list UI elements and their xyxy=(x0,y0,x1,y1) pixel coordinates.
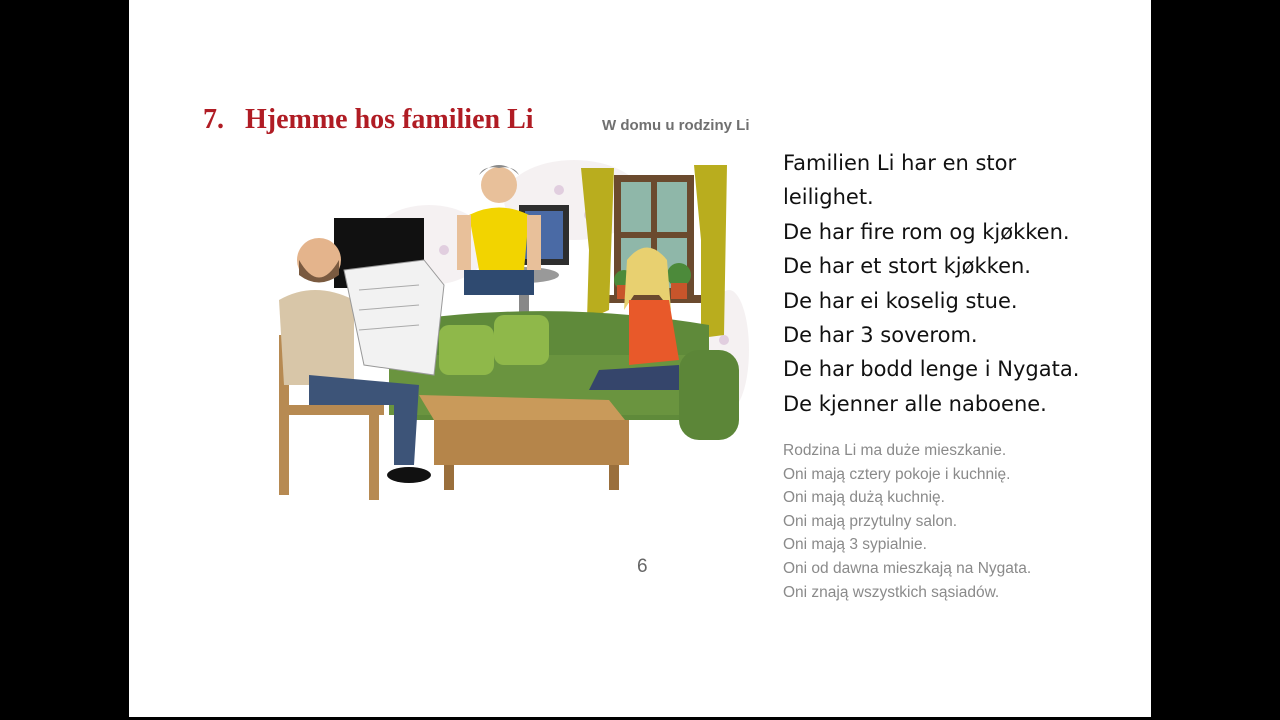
norwegian-line: De har ei koselig stue. xyxy=(783,288,1018,313)
section-number: 7. xyxy=(203,104,224,135)
norwegian-line: De har et stort kjøkken. xyxy=(783,254,1031,279)
curtain-left xyxy=(581,168,614,320)
norwegian-line: De kjenner alle naboene. xyxy=(783,391,1047,416)
polish-line: Oni mają przytulny salon. xyxy=(783,512,958,530)
polish-translation xyxy=(783,439,1103,604)
polish-line: Oni mają cztery pokoje i kuchnię. xyxy=(783,465,1011,483)
coffee-table xyxy=(419,395,629,490)
norwegian-line: Familien Li har en stor xyxy=(783,151,1017,175)
document-page xyxy=(129,0,1151,717)
polish-line: Rodzina Li ma duże mieszkanie. xyxy=(783,442,1007,459)
polish-line: Oni od dawna mieszkają na Nygata. xyxy=(783,559,1032,577)
polish-line: Oni znają wszystkich sąsiadów. xyxy=(783,583,1000,601)
section-title: Hjemme hos familien Li xyxy=(245,104,534,135)
section-title-translation: W domu u rodziny Li xyxy=(602,117,750,134)
norwegian-text xyxy=(783,146,1133,421)
polish-line: Oni mają 3 sypialnie. xyxy=(783,536,927,554)
curtain-right xyxy=(694,165,727,338)
page-number: 6 xyxy=(637,556,648,577)
newspaper xyxy=(344,260,444,375)
norwegian-line: De har bodd lenge i Nygata. xyxy=(783,357,1080,382)
man-reading-newspaper xyxy=(279,238,444,500)
polish-line: Oni mają dużą kuchnię. xyxy=(783,489,945,507)
norwegian-line: leilighet. xyxy=(783,185,874,210)
family-living-room-illustration xyxy=(269,160,749,505)
norwegian-line: De har 3 soverom. xyxy=(783,323,978,348)
norwegian-line: De har fire rom og kjøkken. xyxy=(783,219,1070,244)
